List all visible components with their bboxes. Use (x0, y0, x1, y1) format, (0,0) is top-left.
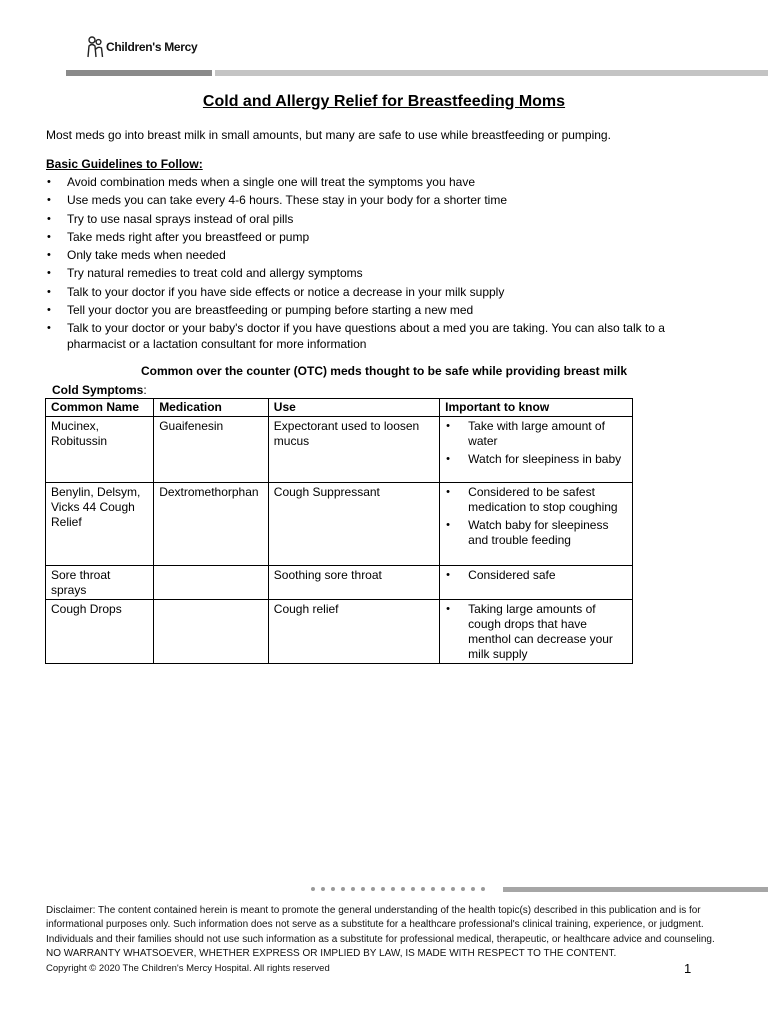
footer-dot (461, 887, 465, 891)
cell-common-name: Mucinex, Robitussin (46, 417, 154, 483)
cold-meds-table (45, 398, 633, 664)
note-item: • Watch baby for sleepiness and trouble feeding (445, 518, 627, 548)
cell-important (440, 417, 633, 483)
guideline-item: • Try natural remedies to treat cold and allergy symptoms (46, 265, 726, 281)
page-title: Cold and Allergy Relief for Breastfeeding Moms (202, 93, 566, 110)
footer-dot (371, 887, 375, 891)
cell-use: Expectorant used to loosen mucus (268, 417, 439, 483)
guidelines-heading: Basic Guidelines to Follow: (46, 157, 203, 171)
cold-symptoms-label-text: Cold Symptoms (52, 383, 144, 397)
table-row (46, 483, 633, 566)
cell-medication (154, 600, 269, 664)
guideline-item: • Avoid combination meds when a single one will treat the symptoms you have (46, 174, 726, 190)
guideline-item: • Try to use nasal sprays instead of oral pills (46, 211, 726, 227)
table-header-row (46, 399, 633, 417)
note-item: • Considered safe (445, 568, 627, 583)
guideline-item: • Talk to your doctor if you have side effects or notice a decrease in your milk supply (46, 284, 726, 300)
guidelines-list (46, 174, 726, 355)
guideline-item: • Tell your doctor you are breastfeeding or pumping before starting a new med (46, 302, 726, 318)
guideline-item: • Use meds you can take every 4-6 hours. These stay in your body for a shorter time (46, 192, 726, 208)
cold-symptoms-label (52, 383, 147, 397)
footer-rule (503, 887, 768, 892)
otc-table-heading: Common over the counter (OTC) meds thought to be safe while providing breast milk (140, 364, 628, 378)
header-rule-dark (66, 70, 212, 76)
footer-dot-rule (311, 887, 485, 891)
copyright-text: Copyright © 2020 The Children's Mercy Hospital. All rights reserved (46, 963, 330, 974)
disclaimer-text: Disclaimer: The content contained herein is meant to promote the general understanding of the health topic(s) described in this publication and is for informational purposes only. Such information does not serve as a substitute for a healthcare professional's clinical training, experience, or judgment. Individuals and their families should not use such information as a substitute for professional medical, therapeutic, or healthcare advice and counseling. NO WARRANTY WHATSOEVER, WHETHER EXPRESS OR IMPLIED BY LAW, IS MADE WITH RESPECT TO THE CONTENT. (46, 905, 715, 959)
footer-dot (381, 887, 385, 891)
cell-common-name: Cough Drops (46, 600, 154, 664)
footer-dot (441, 887, 445, 891)
column-header-medication: Medication (154, 399, 269, 417)
footer-dot (351, 887, 355, 891)
footer-dot (321, 887, 325, 891)
intro-text: Most meds go into breast milk in small amounts, but many are safe to use while breastfeeding or pumping. (46, 128, 611, 142)
header-rule-light (215, 70, 768, 76)
cell-use: Cough relief (268, 600, 439, 664)
note-item: • Take with large amount of water (445, 419, 627, 449)
cell-common-name: Benylin, Delsym, Vicks 44 Cough Relief (46, 483, 154, 566)
guideline-item: • Only take meds when needed (46, 247, 726, 263)
column-header-important: Important to know (440, 399, 633, 417)
cell-medication (154, 566, 269, 600)
footer-dot (421, 887, 425, 891)
cell-medication: Dextromethorphan (154, 483, 269, 566)
cell-medication: Guaifenesin (154, 417, 269, 483)
footer-dot (451, 887, 455, 891)
logo (86, 36, 197, 58)
childrens-mercy-logo-icon (86, 36, 104, 58)
footer-dot (361, 887, 365, 891)
cell-use: Cough Suppressant (268, 483, 439, 566)
footer-dot (331, 887, 335, 891)
cell-common-name: Sore throat sprays (46, 566, 154, 600)
guideline-item: • Take meds right after you breastfeed or pump (46, 229, 726, 245)
footer-dot (431, 887, 435, 891)
table-row (46, 566, 633, 600)
note-item: • Watch for sleepiness in baby (445, 452, 627, 467)
note-item: • Considered to be safest medication to stop coughing (445, 485, 627, 515)
cell-important (440, 566, 633, 600)
cell-important (440, 600, 633, 664)
column-header-common-name: Common Name (46, 399, 154, 417)
note-item: • Taking large amounts of cough drops that have menthol can decrease your milk supply (445, 602, 627, 662)
footer-dot (391, 887, 395, 891)
footer-dot (481, 887, 485, 891)
cell-important (440, 483, 633, 566)
guideline-item: • Talk to your doctor or your baby's doctor if you have questions about a med you are taking. You can also talk to a pharmacist or a lactation consultant for more information (46, 320, 726, 352)
footer-dot (471, 887, 475, 891)
footer-dot (341, 887, 345, 891)
footer-dot (411, 887, 415, 891)
footer-dot (311, 887, 315, 891)
table-row (46, 600, 633, 664)
page-number: 1 (684, 961, 692, 976)
logo-text: Children's Mercy (106, 40, 198, 54)
table-row (46, 417, 633, 483)
cold-symptoms-colon: : (143, 383, 147, 397)
footer-dot (401, 887, 405, 891)
column-header-use: Use (268, 399, 439, 417)
cell-use: Soothing sore throat (268, 566, 439, 600)
